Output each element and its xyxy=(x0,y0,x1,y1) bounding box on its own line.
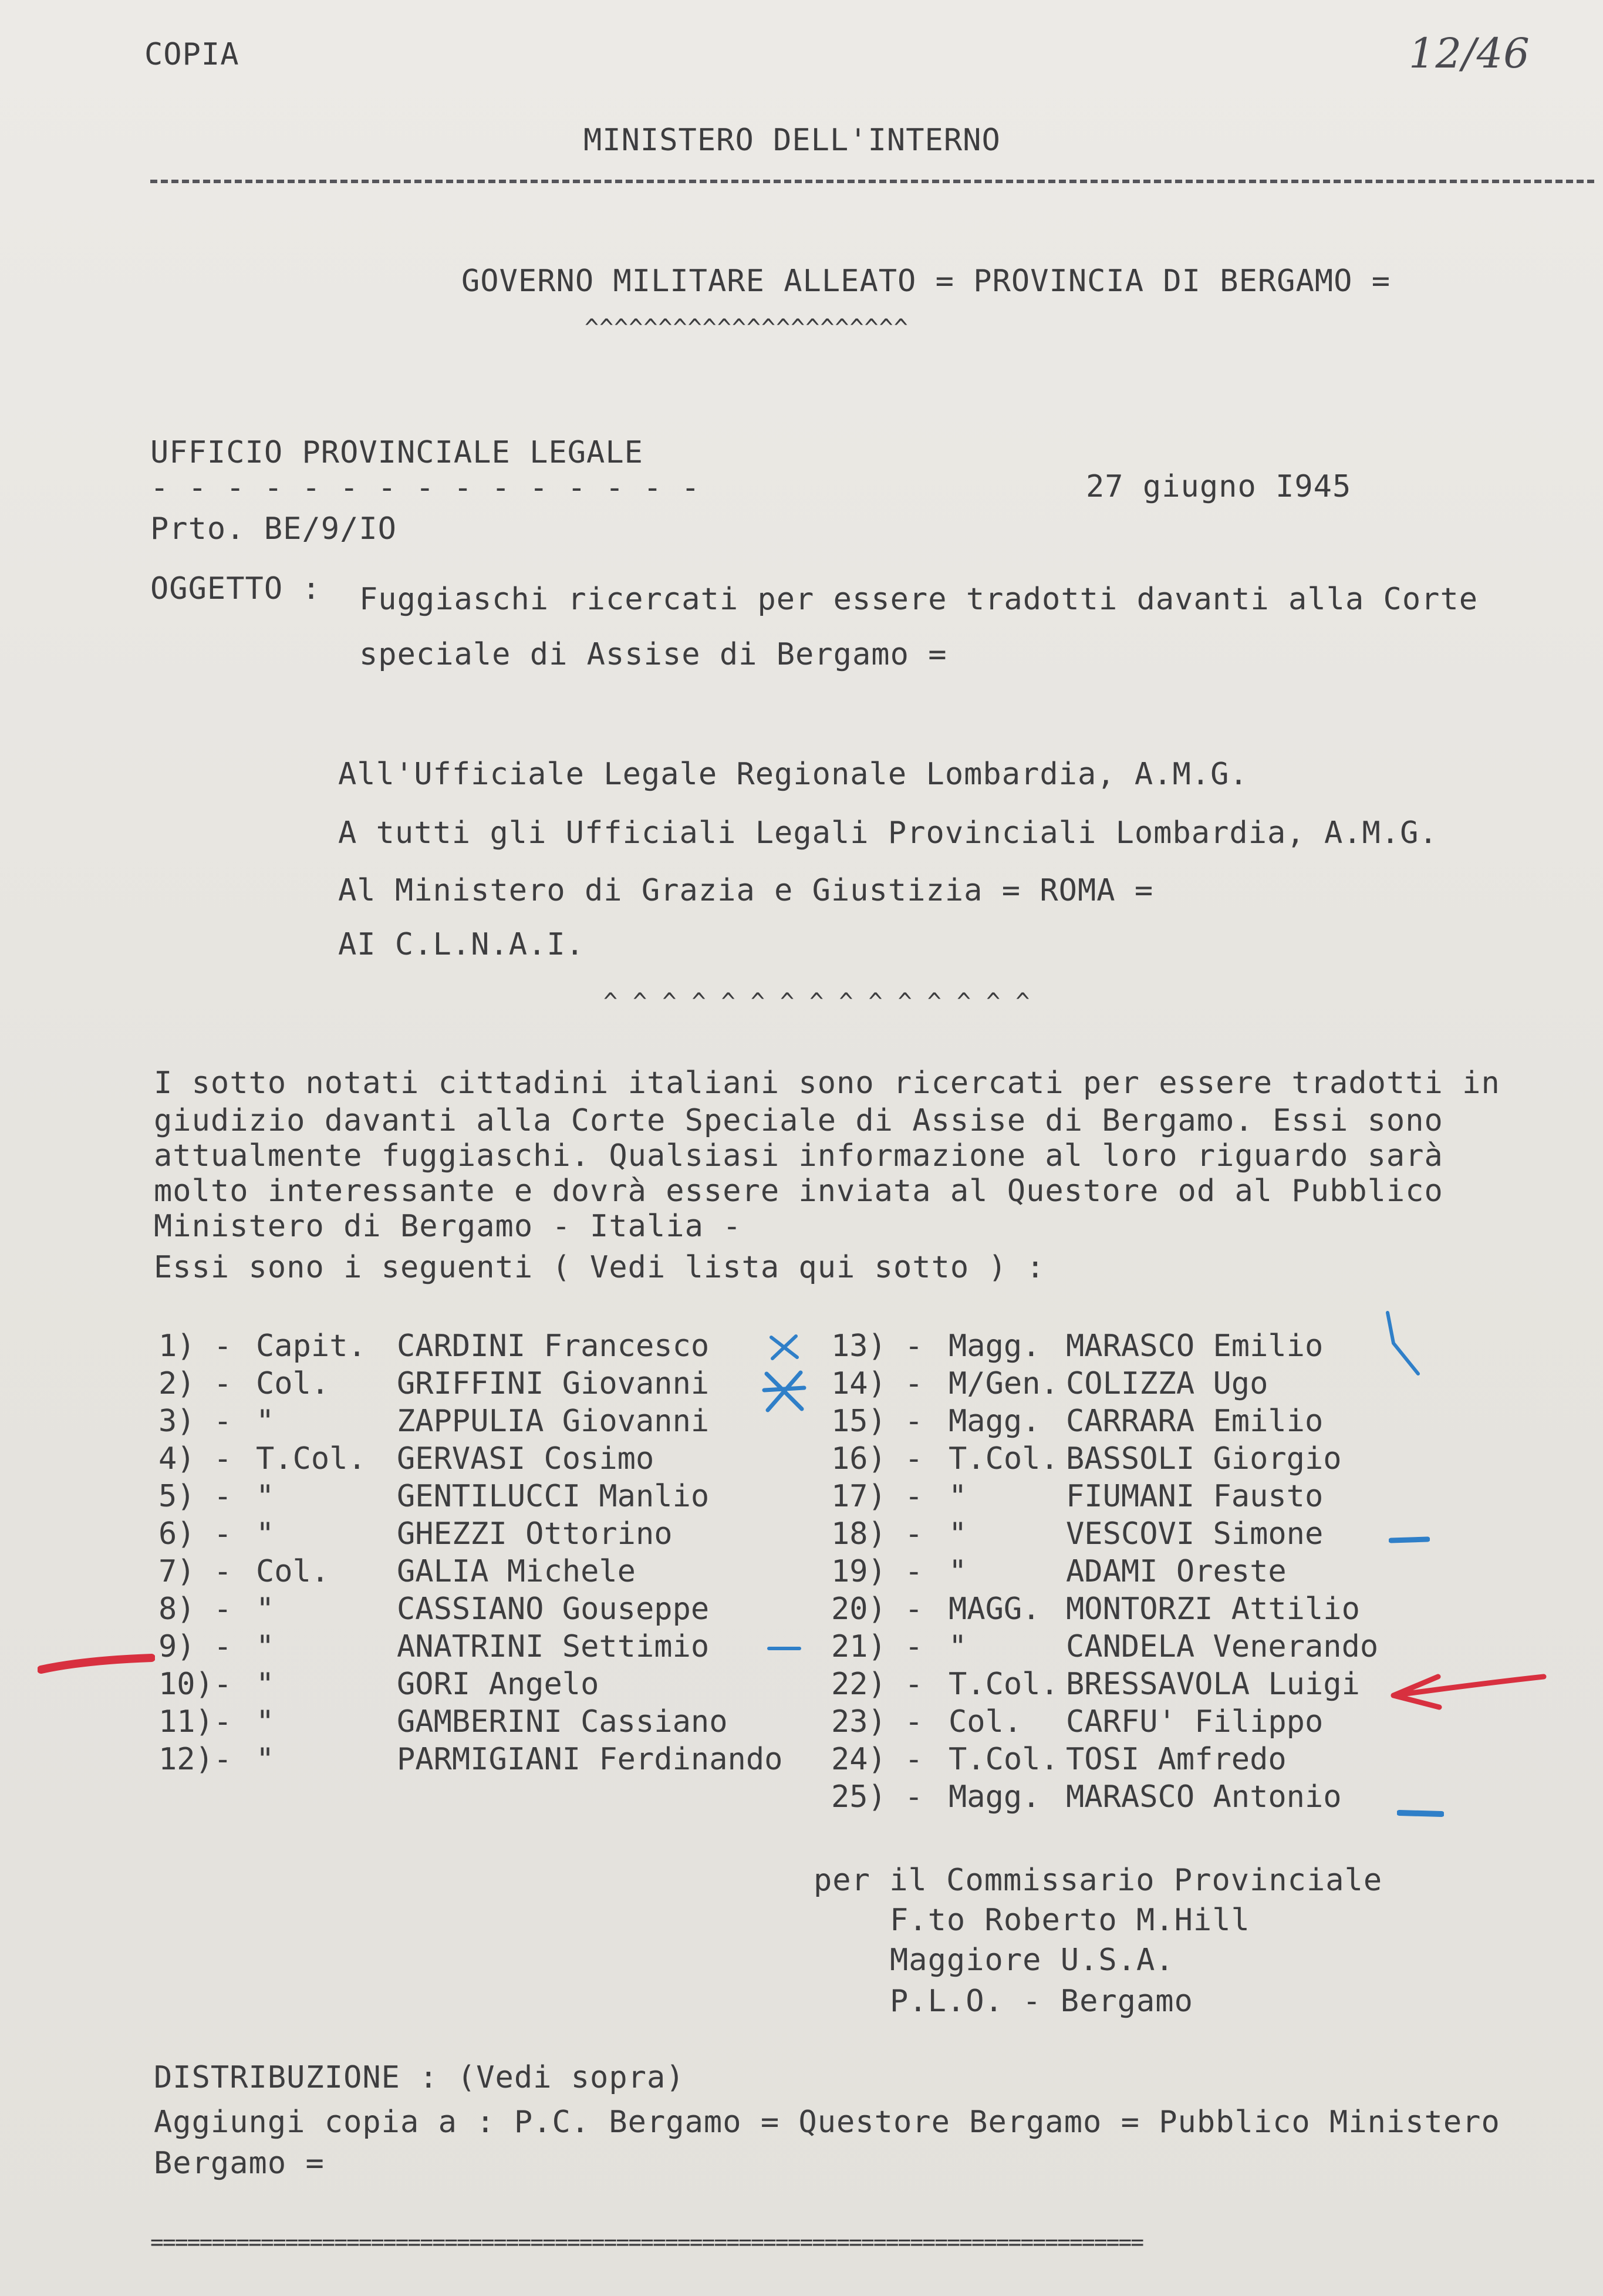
document-date: 27 giugno I945 xyxy=(1086,469,1352,504)
list-item-number: 3) - xyxy=(158,1404,232,1439)
list-item-rank: " xyxy=(949,1554,967,1589)
list-item-number: 19) - xyxy=(831,1554,923,1589)
signature-line-2: F.to Roberto M.Hill xyxy=(890,1903,1250,1938)
header-divider xyxy=(150,180,1594,183)
body-line-4: molto interessante e dovrà essere inviata al Questore od al Pubblico xyxy=(154,1174,1443,1209)
ministry-title: MINISTERO DELL'INTERNO xyxy=(583,123,1001,158)
list-item-name: CARDINI Francesco xyxy=(397,1329,710,1364)
body-line-3: attualmente fuggiaschi. Qualsiasi informazione al loro riguardo sarà xyxy=(154,1138,1443,1174)
list-item-number: 16) - xyxy=(831,1441,923,1476)
blue-dash-mark-3 xyxy=(1397,1807,1444,1820)
protocol-number: Prto. BE/9/IO xyxy=(150,511,397,547)
list-item-rank: Magg. xyxy=(949,1329,1041,1364)
list-item-name: FIUMANI Fausto xyxy=(1066,1479,1324,1514)
list-item-rank: " xyxy=(949,1629,967,1664)
list-item-number: 24) - xyxy=(831,1742,923,1777)
list-item-number: 20) - xyxy=(831,1592,923,1627)
list-item-number: 15) - xyxy=(831,1404,923,1439)
copy-label: COPIA xyxy=(144,37,239,72)
list-item-rank: " xyxy=(256,1479,275,1514)
list-item-rank: Col. xyxy=(949,1704,1022,1739)
list-item-rank: " xyxy=(256,1667,275,1702)
list-item-name: GRIFFINI Giovanni xyxy=(397,1366,710,1401)
distribution-line-2: Aggiungi copia a : P.C. Bergamo = Questore Bergamo = Pubblico Ministero xyxy=(154,2105,1500,2140)
list-item-rank: " xyxy=(256,1404,275,1439)
subject-line-2: speciale di Assise di Bergamo = xyxy=(359,637,947,672)
list-item-number: 11)- xyxy=(158,1704,232,1739)
list-item-number: 13) - xyxy=(831,1329,923,1364)
list-item-number: 23) - xyxy=(831,1704,923,1739)
list-item-name: MARASCO Antonio xyxy=(1066,1779,1342,1815)
body-line-1: I sotto notati cittadini italiani sono ricercati per essere tradotti in xyxy=(154,1066,1500,1101)
body-line-2: giudizio davanti alla Corte Speciale di Assise di Bergamo. Essi sono xyxy=(154,1103,1443,1138)
list-item-name: CARFU' Filippo xyxy=(1066,1704,1324,1739)
list-item-number: 7) - xyxy=(158,1554,232,1589)
list-item-rank: Col. xyxy=(256,1554,330,1589)
list-item-number: 17) - xyxy=(831,1479,923,1514)
list-item-name: GAMBERINI Cassiano xyxy=(397,1704,728,1739)
list-item-name: MARASCO Emilio xyxy=(1066,1329,1324,1364)
list-item-number: 9) - xyxy=(158,1629,232,1664)
list-item-name: GERVASI Cosimo xyxy=(397,1441,654,1476)
list-item-rank: Magg. xyxy=(949,1779,1041,1815)
list-item-name: GHEZZI Ottorino xyxy=(397,1516,673,1552)
government-carets: ^^^^^^^^^^^^^^^^^^^^^^ xyxy=(585,315,909,342)
list-item-number: 18) - xyxy=(831,1516,923,1552)
red-dash-mark xyxy=(38,1652,155,1675)
list-item-name: COLIZZA Ugo xyxy=(1066,1366,1268,1401)
body-line-5: Ministero di Bergamo - Italia - xyxy=(154,1209,742,1244)
subject-line-1: Fuggiaschi ricercati per essere tradotti davanti alla Corte xyxy=(359,582,1479,617)
signature-line-3: Maggiore U.S.A. xyxy=(890,1943,1175,1978)
list-item-name: CARRARA Emilio xyxy=(1066,1404,1324,1439)
archive-handnote: 12/46 xyxy=(1409,29,1530,77)
blue-dash-mark-2 xyxy=(767,1644,802,1653)
list-item-name: GALIA Michele xyxy=(397,1554,636,1589)
list-item-rank: " xyxy=(256,1704,275,1739)
list-item-number: 21) - xyxy=(831,1629,923,1664)
list-item-number: 10)- xyxy=(158,1667,232,1702)
list-item-rank: Col. xyxy=(256,1366,330,1401)
list-item-rank: T.Col. xyxy=(949,1667,1059,1702)
list-item-name: CANDELA Venerando xyxy=(1066,1629,1379,1664)
list-item-name: MONTORZI Attilio xyxy=(1066,1592,1360,1627)
list-item-number: 8) - xyxy=(158,1592,232,1627)
list-item-name: BRESSAVOLA Luigi xyxy=(1066,1667,1360,1702)
signature-line-4: P.L.O. - Bergamo xyxy=(890,1984,1193,2019)
list-item-rank: " xyxy=(256,1516,275,1552)
list-item-rank: MAGG. xyxy=(949,1592,1041,1627)
list-item-rank: Capit. xyxy=(256,1329,366,1364)
red-arrow-mark xyxy=(1385,1666,1550,1713)
distribution-line-1: DISTRIBUZIONE : (Vedi sopra) xyxy=(154,2060,685,2095)
list-item-rank: T.Col. xyxy=(256,1441,366,1476)
government-title: GOVERNO MILITARE ALLEATO = PROVINCIA DI BERGAMO = xyxy=(461,264,1391,299)
list-item-number: 14) - xyxy=(831,1366,923,1401)
list-item-rank: M/Gen. xyxy=(949,1366,1059,1401)
blue-cross-mark-1 xyxy=(767,1333,802,1362)
list-item-rank: " xyxy=(256,1629,275,1664)
list-item-number: 22) - xyxy=(831,1667,923,1702)
list-item-name: CASSIANO Gouseppe xyxy=(397,1592,710,1627)
blue-dash-mark-1 xyxy=(1389,1535,1430,1546)
blue-tick-mark xyxy=(1379,1308,1426,1378)
list-item-name: ZAPPULIA Giovanni xyxy=(397,1404,710,1439)
body-line-6: Essi sono i seguenti ( Vedi lista qui sotto ) : xyxy=(154,1250,1045,1285)
list-item-rank: " xyxy=(256,1742,275,1777)
subject-label: OGGETTO : xyxy=(150,571,321,606)
list-item-rank: Magg. xyxy=(949,1404,1041,1439)
recipients-carets: ^ ^ ^ ^ ^ ^ ^ ^ ^ ^ ^ ^ ^ ^ ^ xyxy=(603,989,1031,1016)
list-item-name: GORI Angelo xyxy=(397,1667,599,1702)
list-item-name: TOSI Amfredo xyxy=(1066,1742,1287,1777)
list-item-rank: T.Col. xyxy=(949,1441,1059,1476)
list-item-name: BASSOLI Giorgio xyxy=(1066,1441,1342,1476)
list-item-name: VESCOVI Simone xyxy=(1066,1516,1324,1552)
office-underline: - - - - - - - - - - - - - - - xyxy=(150,470,700,505)
list-item-number: 1) - xyxy=(158,1329,232,1364)
list-item-number: 4) - xyxy=(158,1441,232,1476)
recipient-1: All'Ufficiale Legale Regionale Lombardia, A.M.G. xyxy=(338,757,1248,792)
list-item-name: PARMIGIANI Ferdinando xyxy=(397,1742,783,1777)
list-item-name: ANATRINI Settimio xyxy=(397,1629,710,1664)
list-item-name: ADAMI Oreste xyxy=(1066,1554,1287,1589)
list-item-number: 2) - xyxy=(158,1366,232,1401)
footer-rule: ================================================================================= xyxy=(150,2229,1143,2255)
blue-cross-mark-2 xyxy=(761,1368,808,1415)
list-item-name: GENTILUCCI Manlio xyxy=(397,1479,710,1514)
list-item-number: 5) - xyxy=(158,1479,232,1514)
list-item-number: 6) - xyxy=(158,1516,232,1552)
list-item-rank: " xyxy=(949,1479,967,1514)
recipient-3: Al Ministero di Grazia e Giustizia = ROMA = xyxy=(338,873,1154,908)
office-title: UFFICIO PROVINCIALE LEGALE xyxy=(150,435,643,470)
list-item-rank: T.Col. xyxy=(949,1742,1059,1777)
recipient-2: A tutti gli Ufficiali Legali Provinciali Lombardia, A.M.G. xyxy=(338,815,1438,851)
recipient-4: AI C.L.N.A.I. xyxy=(338,927,585,962)
list-item-rank: " xyxy=(949,1516,967,1552)
signature-line-1: per il Commissario Provinciale xyxy=(814,1863,1383,1898)
list-item-number: 12)- xyxy=(158,1742,232,1777)
list-item-number: 25) - xyxy=(831,1779,923,1815)
distribution-line-3: Bergamo = xyxy=(154,2146,325,2181)
list-item-rank: " xyxy=(256,1592,275,1627)
